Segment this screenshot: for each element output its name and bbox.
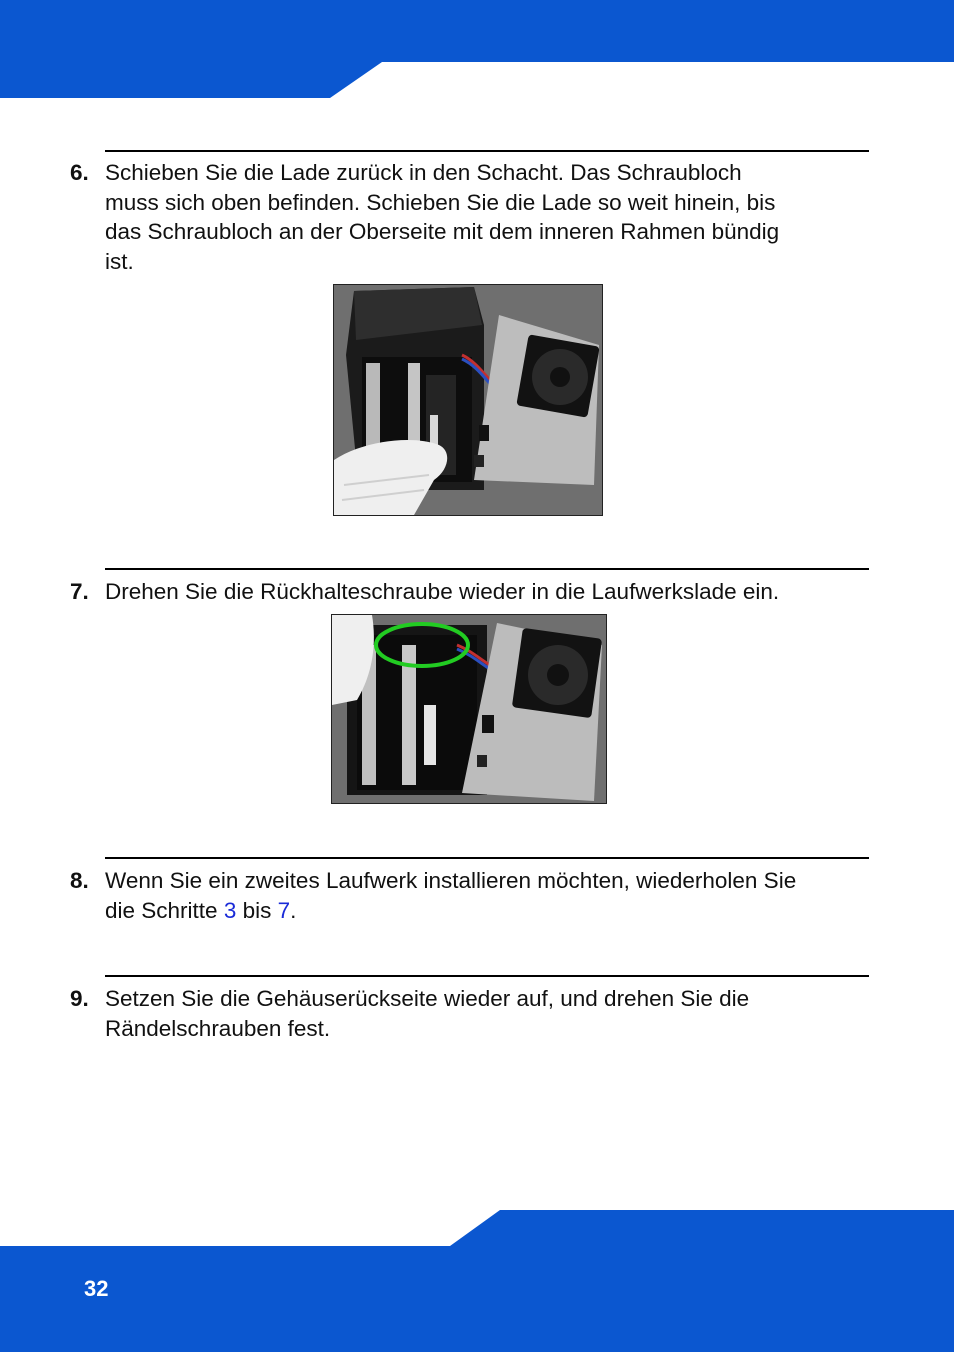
divider-rule	[105, 975, 869, 977]
step-6-photo	[333, 284, 603, 516]
divider-rule	[105, 150, 869, 152]
step-number: 8.	[70, 868, 89, 893]
divider-rule	[105, 857, 869, 859]
step-text: Wenn Sie ein zweites Laufwerk installieren möchten, wiederholen Sie die Schritte 3 bis 7.	[105, 868, 797, 923]
footer-band	[0, 1210, 954, 1352]
step-number: 6.	[70, 160, 89, 185]
step-3-link[interactable]: 3	[223, 897, 237, 923]
page-number: 32	[84, 1276, 109, 1301]
step-number: 7.	[70, 579, 89, 604]
step-text: Schieben Sie die Lade zurück in den Schacht. Das Schraubloch muss sich oben befinden. Schieben Sie die Lade so weit hinein, bis das Schraubloch an der Oberseite mit dem inneren Rahmen bündig ist.	[105, 160, 780, 274]
step-number: 9.	[70, 986, 89, 1011]
step-text: Setzen Sie die Gehäuserückseite wieder auf, und drehen Sie die Rändelschrauben fest.	[105, 986, 750, 1041]
step-7-photo	[331, 614, 607, 804]
step-7-link[interactable]: 7	[277, 897, 291, 923]
header-band	[0, 0, 954, 98]
divider-rule	[105, 568, 869, 570]
step-text: Drehen Sie die Rückhalteschraube wieder in die Laufwerkslade ein.	[105, 579, 780, 604]
